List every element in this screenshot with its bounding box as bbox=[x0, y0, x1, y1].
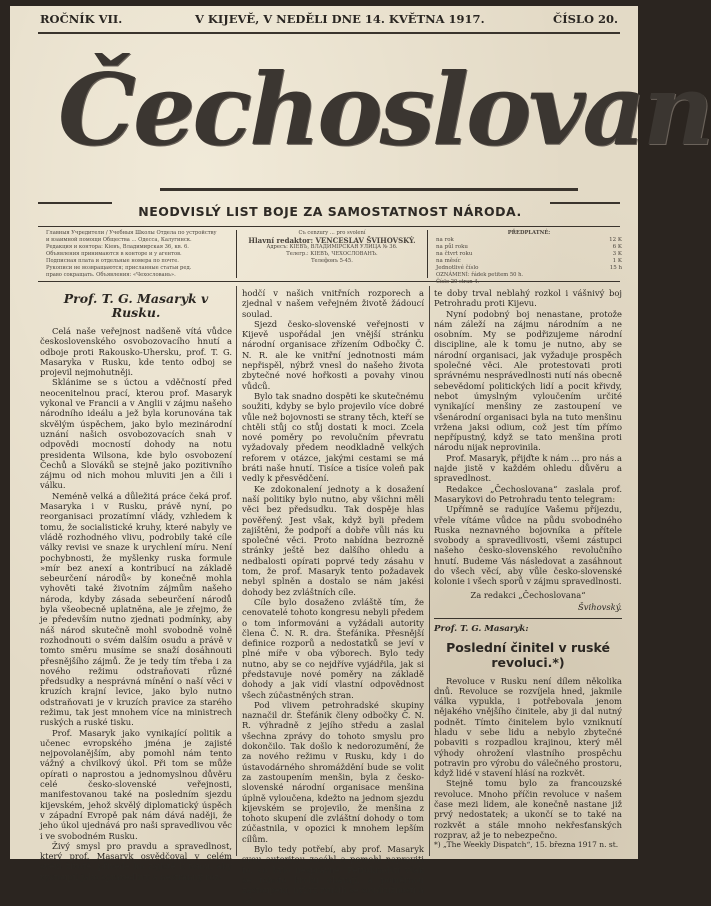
info-line: Объявления принимаются в конторе и у агентов. bbox=[46, 251, 182, 257]
masthead-subtitle: NEODVISLÝ LIST BOJE ZA SAMOSTATNOST NÁRODA. bbox=[138, 204, 522, 219]
column-3 bbox=[434, 288, 622, 851]
price-row: na rok 12 K bbox=[436, 237, 622, 243]
signoff: Za redakci „Čechoslovana“ bbox=[470, 589, 586, 600]
price-title: PŘEDPLATNÉ: bbox=[507, 230, 551, 236]
paragraph: Upřímně se radujíce Vašemu příjezdu, vřele vítáme vůdce na půdu svobodného Ruska neznavného bojovníka a přítele svobody a spravedlivosti, všemi zástupci našeho česko-slovenského revolučního hnutí. Budeme Vás následovat a zasáhnout do všech věcí, aby vůle česko-slovenské kolonie i všech sporů v zájmu spravedlnosti. bbox=[434, 504, 622, 587]
paragraph: Prof. Masaryk, přijďte k nám ... pro nás a najde jistě v každém ohledu důvěru a spravedlnost. bbox=[434, 452, 622, 484]
info-line: Главныя Учредители / Учебныя Школы Отдела по устройству bbox=[46, 230, 217, 236]
censor-note: Съ cenzury ... pro svolení bbox=[298, 230, 366, 236]
paragraph: Sklánime se s úctou a vděčností před neocenitelnou prací, kterou prof. Masaryk vykonal ve Francii a v Anglii v zájmu našeho národního ideálu a jež byla korunována tak skvělým úspěchem, jako bylo mezinárodní uznání našich osvobozovacích snah v odpovědi mocností dohody na notu presidenta Wilsona, kde bylo osvobození Čechů a Slováků se stejně jako pozitivního zájmu od nich mohou mluviti jen a čili i válku. bbox=[40, 377, 232, 491]
info-right bbox=[436, 230, 622, 285]
price-row: na čtvrt roku 3 K bbox=[436, 251, 622, 257]
paragraph: Pod vlivem petrohradské skupiny naznačil dr. Štefánik členy odbočky Č. N. R. výhradně z jejího středu a zaslal všechna zprávy do tohoto smyslu pro dokončilo. Tak došlo k nedorozumění, že za nového režimu v Rusku, kdy i do ústavodárného shromáždění bude se volit za zastoupením menšin, byla z česko-slovenské národní organisace menšina úplně vyloučena, kdežto na jednom sjezdu kijevském se projevilo, že menšina z tohoto skupení dle zvláštní dohody o tom zúčastnila, v opozici k mnohem lepším cílům. bbox=[242, 699, 424, 844]
price-row: na měsíc 1 K bbox=[436, 258, 622, 264]
paragraph: Stejně tomu bylo za francouzské revoluce. Mnoho příčin revoluce v našem čase mezi lidem, ale konečně nastane již prvý nedostatek; a ukončí se to také na rozkvět a stále mnoho nekřesťanských rozprav, až je to nebezpečno. bbox=[434, 778, 622, 840]
price-row: na půl roku 6 K bbox=[436, 244, 622, 250]
phone-line: Телефонъ 5-45. bbox=[311, 258, 353, 264]
subtitle-rule-left bbox=[38, 202, 112, 204]
volume-label: ROČNÍK VII. bbox=[40, 12, 123, 26]
top-bar bbox=[40, 12, 618, 30]
masthead-underline bbox=[160, 188, 578, 191]
editor-line: Hlavní redaktor: VENCESLAV ŠVIHOVSKÝ. bbox=[248, 236, 416, 245]
paragraph: Bylo tak snadno dospěti ke skutečnému soužiti, kdyby se bylo projevilo více dobré vůle než bojovnosti se strany těch, kteří se chtěli stůj co stůj dostati k moci. Zcela nové poměry po revolučním převratu vyžadovaly předem neodkladně velkých reforem v otázce, jakými cestami se má bráti naše hnutí. Tisíce a tisíce voleň pak vedly k přesvědčení. bbox=[242, 390, 424, 484]
signature: Švihovský. bbox=[578, 601, 622, 612]
address-line: Адресъ: КIЕВЪ, ВЛАДИМIРСКАЯ УЛИЦА № 36. bbox=[266, 244, 398, 250]
article-divider bbox=[434, 618, 622, 619]
byline: Prof. T. G. Masaryk: bbox=[434, 624, 529, 635]
paragraph: Nyní podobný boj nenastane, protože nám záleží na zájmu národním a ne osobním. My se podřizujeme národní discipline, ale k tomu je nutno, aby se národní organisaci, jak vyžaduje prospěch společné věci. Ale protestovati proti správnému nesprávedlnosti nutí nás obecně sebevědomí politických lidí a pocit křivdy, nebot úmyslným vyloučením určité vynikající menšiny ze zastoupení ve všenárodní organisaci byla na tuto menšinu vržena jaksi odium, což jest tím přímo nepřípustný, když se tato menšina proti národu nijak neprovinila. bbox=[434, 308, 622, 453]
paragraph: Cíle bylo dosaženo zvláště tím, že cenovatelé tohoto kongresu nebyli předem o tom informováni a vyžádali autority člena Č. N. R. dra. Štefánika. Přesnější definice rozporů a nedostatků se jeví v plné míře v oba výborech. Bylo tedy nutno, aby se co nejdříve vyjádřila, jak si představuje nové poměry na základě dohody a jak vidí vlastní odpovědnost všech zúčastněných stran. bbox=[242, 596, 424, 700]
info-band bbox=[38, 226, 622, 285]
paragraph: Celá naše veřejnost nadšeně vítá vůdce československého osvobozovacího hnutí a odboje proti Rakousko-Uhersku, prof. T. G. Masaryka v Rusku, kde tento odboj se projevil nejmohutněji. bbox=[40, 326, 232, 378]
info-line: и взаимной помощи Общества ... Одесса, Калугинск. bbox=[46, 237, 192, 243]
info-line: Подписная плата и отдельные номера по почте. bbox=[46, 258, 179, 264]
column-divider bbox=[429, 286, 430, 856]
info-line: право сокращать. Объявления: «Чехословань». bbox=[46, 272, 176, 278]
newspaper-page bbox=[10, 6, 711, 906]
paragraph: Sjezd česko-slovenské veřejnosti v Kijevě uspořádal jen vnější stránku národní organisace zřízením Odbočky Č. N. R. ale ke vnitřní jednotnosti mám nepřispěl, nýbrž vnesl do našeho života zbytečné nové hořkosti a povahy vinou vůdců. bbox=[242, 318, 424, 391]
column-2 bbox=[242, 288, 424, 906]
paragraph: Redakce „Čechoslovana“ zaslala prof. Masarykovi do Petrohradu tento telegram: bbox=[434, 483, 622, 504]
column-1 bbox=[40, 288, 232, 882]
info-center bbox=[236, 230, 428, 278]
ads-price: OZNÁMENÍ: řádek petitem 50 h. bbox=[436, 272, 524, 278]
column-divider bbox=[236, 286, 237, 856]
info-left bbox=[46, 230, 224, 278]
dateline: V KIJEVĚ, V NEDĚLI DNE 14. KVĚTNA 1917. bbox=[195, 12, 485, 26]
issue-number: ČÍSLO 20. bbox=[553, 12, 618, 26]
article-title-2: Poslední činitel v ruské revoluci.*) bbox=[446, 639, 610, 670]
price-row: Jednotlivé číslo 15 h bbox=[436, 265, 622, 271]
top-rule bbox=[38, 32, 620, 34]
paragraph: Neméně velká a důležitá práce čeká prof. Masaryka i v Rusku, právě nyní, po reorganisaci prozatímní vlády, vzhledem k tomu, že socialistické kruhy, které nabyly ve vládě rozhodného vlivu, podrobily také cíle války revisi ve snaze k urychlení míru. Není pochybnosti, že myšlenky ruska formule »mír bez anexí a kontribucí na základě sebeurčení národů« by konečně mohla vyhověti také životním zájmům našeho národa, kdyby zásada sebeurčení národů byla všeobecně uplatněna, ale je zřejmo, že je především nutno zjednati podmínky, aby náš národ skutečně mohl svobodně volně rozhodnouti o svém dalším osudu a právě v tomto směru musíme se snaží dosáhnouti přesnějšího zájmů. Že je tedy tím třeba i za nového režimu odstraňovati různé předsudky a nesprávná mínění o naší věci v kruzích krajní levice, jako bylo nutno odstraňovati je v kruzích pravice za starého režimu, tak jest mnohem více na ministrech ruských a ruské tisku. bbox=[40, 490, 232, 728]
masthead-title: Čechoslovan bbox=[58, 53, 711, 168]
issue-pages: Číslo 20 stran 4. bbox=[436, 279, 480, 285]
paragraph: Revoluce v Rusku není dílem několika dnů. Revoluce se rozvíjela hned, jakmile válka vypukla, i potřebovala jenom nějakého vnějšího činitele, aby ji dal nutný podnět. Tímto činitelem bylo vzniknutí hladu v sebe lidu a nebylo zbytečné pobaviti s rozpadlou krajinou, který měl výhody ohrožení vlastního prospěchu potravin pro výrobu do válečného prostoru, když lidé v stavení hlásí na rozkvět. bbox=[434, 675, 622, 779]
paragraph: Bylo tedy potřebí, aby prof. Masaryk svou autoritou zasáhl a pomohl napraviti to, co bylo nesprávně. Petrohradští však se tohoto kroku obávají, a poměrnou zastoupení, nýbrž zrušili se soudružností a od bbox=[242, 844, 424, 906]
info-line: Рукописи не возвращаются; присланные статьи ред. bbox=[46, 265, 192, 271]
paragraph: Prof. Masaryk jako vynikající politik a učenec evropského jména je zajisté nejpovolanějším, aby pomohl nám tento vážný a chvilkový úkol. Při tom se může opírati o naprostou a jednomyslnou důvěru celé česko-slovenské veřejnosti, manifestovanou také na posledním sjezdu kijevském, jehož skvělý diplomatický úspěch v západní Evropě pak nám dává naději, že jeho úkol ujednává pro naši spravedlivou věc i ve svobodném Rusku. bbox=[40, 727, 232, 841]
paragraph: Ke zdokonalení jednoty a k dosažení naší politiky bylo nutno, aby všichni měli věci bez předsudku. Tak dospěje hlas pověřený. Jest však, když byli předem zajištěni, že podpoří a dobře vůli nás ku společné věci. Proto nabídna bezrozně stránky ještě bez dalšího ohledu a nedbalosti opírati poprvé tedy zásahu v tom, že prof. Masaryk tento požadavek nebyl splněn a dostalo se nám jakési dohody bez zvláštních cíle. bbox=[242, 483, 424, 597]
footnote: *) „The Weekly Dispatch“, 15. března 1917 n. st. bbox=[434, 840, 619, 850]
article-title: Prof. T. G. Masaryk v Rusku. bbox=[63, 291, 209, 320]
paragraph: Živý smysl pro pravdu a spravedlnost, který prof. Masaryk osvědčoval v celém svém životě, přivede ho zajisté k tomu, aby vystoupil jako spravedlivý a nestranný roz- bbox=[40, 840, 232, 882]
subtitle-rule-right bbox=[550, 202, 620, 204]
info-line: Редакция и контора: Кiевъ, Владимирская 36, кв. 6. bbox=[46, 244, 189, 250]
paragraph: hodčí v našich vnitřních rozporech a zjednal v našem veřejném životě žádoucí soulad. bbox=[242, 288, 424, 319]
paragraph: te doby trval neblahý rozkol i vášnivý boj Petrohradu proti Kijevu. bbox=[434, 288, 622, 309]
telegram-line: Телегр.: КIЕВЪ, ЧЕХОСЛОВАНЪ. bbox=[286, 251, 378, 257]
